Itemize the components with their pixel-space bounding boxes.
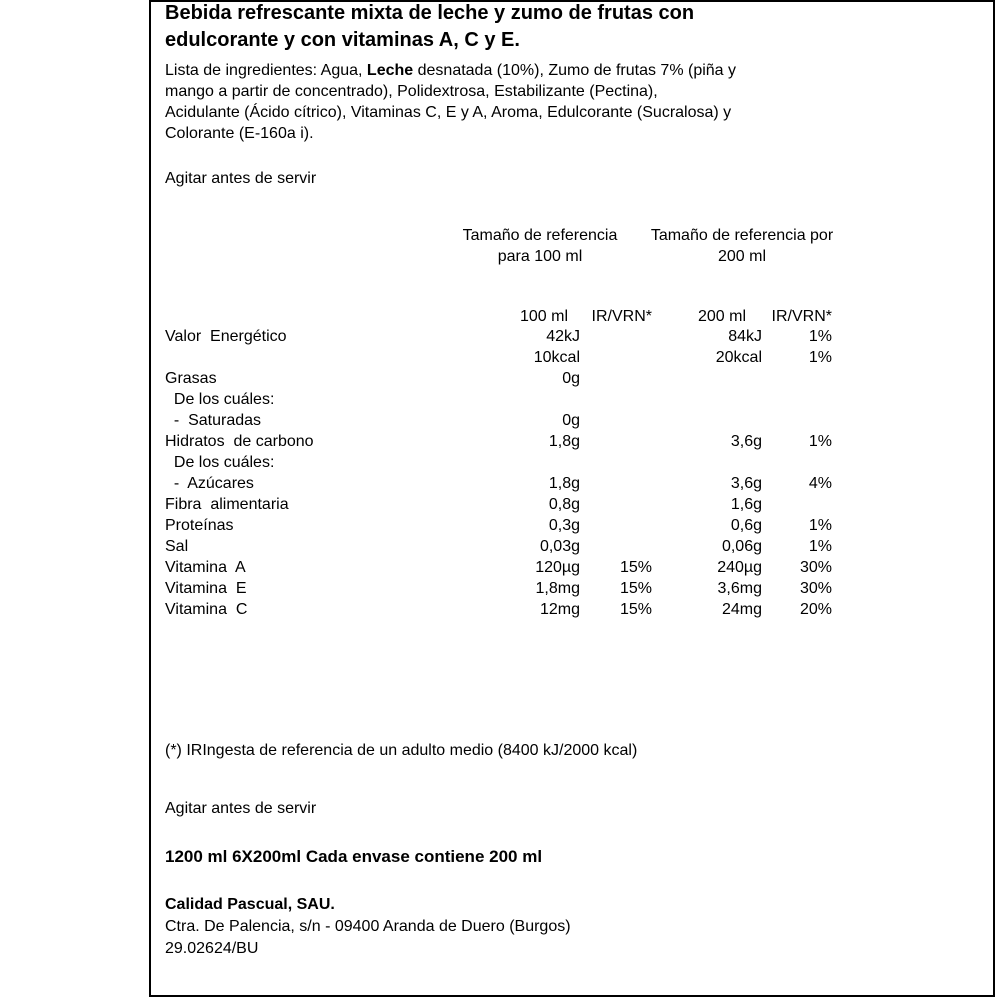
value-100ml: 12mg <box>539 601 580 618</box>
ir-100ml: 15% <box>619 559 652 576</box>
ir-200ml: 30% <box>799 580 832 597</box>
ingredients-line-4: Colorante (E-160a i). <box>165 125 314 142</box>
value-200ml: 20kcal <box>715 349 762 366</box>
value-100ml: 0g <box>562 370 580 387</box>
value-100ml: 10kcal <box>533 349 580 366</box>
ref-200-header: Tamaño de referencia por 200 ml <box>650 227 834 265</box>
row-label: Sal <box>165 538 189 555</box>
ir-200ml: 1% <box>808 517 832 534</box>
ref-100-header: Tamaño de referencia para 100 ml <box>462 227 618 265</box>
col-header-ir-200: IR/VRN* <box>771 308 832 325</box>
ir-200ml: 1% <box>808 538 832 555</box>
ingredients-line-2: mango a partir de concentrado), Polidextrosa, Estabilizante (Pectina), <box>165 83 658 100</box>
value-100ml: 120µg <box>535 559 580 576</box>
col-header-200ml: 200 ml <box>697 308 746 325</box>
value-200ml: 0,06g <box>721 538 762 555</box>
row-label: Hidratos de carbono <box>165 433 314 450</box>
ir-200ml: 1% <box>808 349 832 366</box>
value-200ml: 24mg <box>721 601 762 618</box>
ingredients-line-3: Acidulante (Ácido cítrico), Vitaminas C, E y A, Aroma, Edulcorante (Sucralosa) y <box>165 104 732 121</box>
value-200ml: 3,6g <box>730 433 762 450</box>
registry-number: 29.02624/BU <box>165 940 259 957</box>
row-label: Vitamina C <box>165 601 248 618</box>
row-label: Proteínas <box>165 517 234 534</box>
footnote: (*) IRIngesta de referencia de un adulto medio (8400 kJ/2000 kcal) <box>165 742 638 759</box>
value-200ml: 3,6g <box>730 475 762 492</box>
company-name: Calidad Pascual, SAU. <box>165 896 335 913</box>
value-100ml: 0,8g <box>548 496 580 513</box>
value-100ml: 42kJ <box>546 328 580 345</box>
ir-200ml: 1% <box>808 328 832 345</box>
value-200ml: 1,6g <box>730 496 762 513</box>
ingredients-line-1: Lista de ingredientes: Agua, Leche desnatada (10%), Zumo de frutas 7% (piña y <box>165 62 737 79</box>
ir-200ml: 20% <box>799 601 832 618</box>
row-label: Vitamina A <box>165 559 246 576</box>
value-200ml: 0,6g <box>730 517 762 534</box>
ir-200ml: 30% <box>799 559 832 576</box>
row-label: De los cuáles: <box>165 391 275 408</box>
volume-info: 1200 ml 6X200ml Cada envase contiene 200 ml <box>165 847 543 866</box>
value-100ml: 0g <box>562 412 580 429</box>
value-200ml: 84kJ <box>728 328 762 345</box>
shake-note-top: Agitar antes de servir <box>165 170 317 187</box>
row-label: - Azúcares <box>165 475 254 492</box>
ir-200ml: 4% <box>808 475 832 492</box>
value-200ml: 240µg <box>717 559 762 576</box>
product-title-line-2: edulcorante y con vitaminas A, C y E. <box>165 29 520 51</box>
row-label: De los cuáles: <box>165 454 275 471</box>
col-header-100ml: 100 ml <box>519 308 568 325</box>
value-100ml: 0,3g <box>548 517 580 534</box>
value-100ml: 1,8g <box>548 433 580 450</box>
value-100ml: 1,8g <box>548 475 580 492</box>
value-100ml: 1,8mg <box>535 580 580 597</box>
ir-200ml: 1% <box>808 433 832 450</box>
product-title-line-1: Bebida refrescante mixta de leche y zumo de frutas con <box>165 2 695 24</box>
value-200ml: 3,6mg <box>717 580 762 597</box>
company-address: Ctra. De Palencia, s/n - 09400 Aranda de Duero (Burgos) <box>165 918 571 935</box>
row-label: Vitamina E <box>165 580 247 597</box>
col-header-ir-100: IR/VRN* <box>591 308 652 325</box>
ir-100ml: 15% <box>619 601 652 618</box>
ingredient-bold: Leche <box>366 62 414 79</box>
row-label: Valor Energético <box>165 328 287 345</box>
value-100ml: 0,03g <box>539 538 580 555</box>
row-label: Fibra alimentaria <box>165 496 289 513</box>
shake-note-bottom: Agitar antes de servir <box>165 800 317 817</box>
row-label: Grasas <box>165 370 217 387</box>
ir-100ml: 15% <box>619 580 652 597</box>
row-label: - Saturadas <box>165 412 262 429</box>
